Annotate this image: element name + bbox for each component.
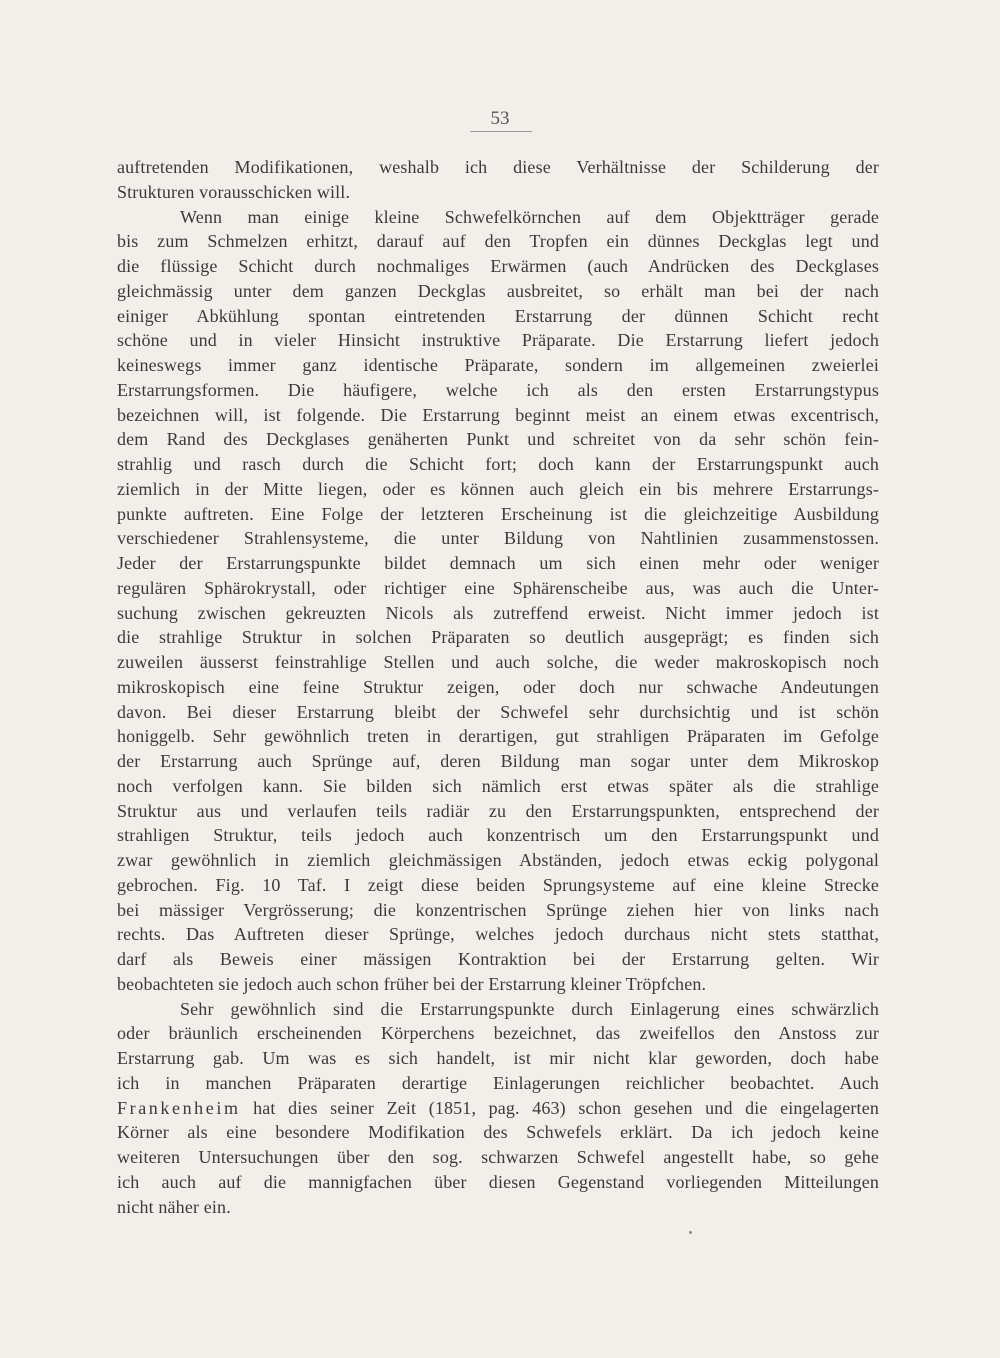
text-line: dem Rand des Deckglases genäherten Punkt und schreitet von da sehr schön fein- [117,429,879,450]
text-line: Erstarrungsformen. Die häufigere, welche ich als den ersten Erstarrungstypus [117,379,879,400]
text-line: Erstarrung gab. Um was es sich handelt, ist mir nicht klar geworden, doch habe [117,1048,879,1068]
text-line: ich auch auf die mannigfachen über diesen Gegenstand vorliegenden Mitteilungen [117,1171,879,1192]
print-speck [689,1231,692,1234]
text-line: zuweilen äusserst feinstrahlige Stellen und auch solche, die weder makroskopisch noch [117,652,879,672]
text-line: Körner als eine besondere Modifikation des Schwefels erklärt. Da ich jedoch keine [117,1122,879,1143]
text-line: Struktur aus und verlaufen teils radiär zu den Erstarrungspunkten, entsprechend der [117,800,879,821]
text-line: oder bräunlich erscheinenden Körperchens bezeichnet, das zweifellos den Anstoss zur [117,1023,879,1044]
text-line: strahligen Struktur, teils jedoch auch konzentrisch um den Erstarrungspunkt und [117,825,879,846]
text-line [117,1096,879,1121]
body-text [117,155,879,1219]
text-line: mikroskopisch eine feine Struktur zeigen, oder doch nur schwache Andeutungen [117,676,879,697]
text-line: Wenn man einige kleine Schwefelkörnchen auf dem Objektträger gerade [180,206,879,227]
text-line: rechts. Das Auftreten dieser Sprünge, welches jedoch durchaus nicht stets statthat, [117,924,879,945]
text-line: weiteren Untersuchungen über den sog. schwarzen Schwefel angestellt habe, so gehe [117,1147,879,1167]
page-number-rule [470,131,532,132]
text-line: punkte auftreten. Eine Folge der letzteren Erscheinung ist die gleichzeitige Ausbildung [117,503,879,524]
text-line: bei mässiger Vergrösserung; die konzentrischen Sprünge ziehen hier von links nach [117,899,879,920]
text-line: einiger Abkühlung spontan eintretenden Erstarrung der dünnen Schicht recht [117,305,879,326]
text-line: suchung zwischen gekreuzten Nicols als zutreffend erweist. Nicht immer jedoch ist [117,602,879,623]
text-line: schöne und in vieler Hinsicht instruktive Präparate. Die Erstarrung liefert jedoch [117,330,879,351]
text-line: Jeder der Erstarrungspunkte bildet demnach um sich einen mehr oder weniger [117,553,879,573]
text-line: beobachteten sie jedoch auch schon früher bei der Erstarrung kleiner Tröpfchen. [117,973,707,994]
text-line: die strahlige Struktur in solchen Präparaten so deutlich ausgeprägt; es finden sich [117,627,879,648]
text-line: noch verfolgen kann. Sie bilden sich nämlich erst etwas später als die strahlige [117,775,879,796]
text-line: ich in manchen Präparaten derartige Einlagerungen reichlicher beobachtet. Auch [117,1072,879,1093]
text-line-rest: hat dies seiner Zeit (1851, pag. 463) schon gesehen und die eingelagerten [240,1097,879,1118]
text-line: auftretenden Modifikationen, weshalb ich diese Verhältnisse der Schilderung der [117,157,879,177]
text-line: verschiedener Strahlensysteme, die unter Bildung von Nahtlinien zusammenstossen. [117,528,879,549]
text-line: honiggelb. Sehr gewöhnlich treten in derartigen, gut strahligen Präparaten im Gefolge [117,726,879,747]
text-line: davon. Bei dieser Erstarrung bleibt der Schwefel sehr durchsichtig und ist schön [117,701,879,722]
text-line: die flüssige Schicht durch nochmaliges Erwärmen (auch Andrücken des Deckglases [117,256,879,276]
text-line: strahlig und rasch durch die Schicht fort; doch kann der Erstarrungspunkt auch [117,454,879,474]
text-line: ziemlich in der Mitte liegen, oder es können auch gleich ein bis mehrere Erstarrungs- [117,478,879,499]
text-line: Sehr gewöhnlich sind die Erstarrungspunkte durch Einlagerung eines schwärzlich [180,998,879,1019]
text-line: darf als Beweis einer mässigen Kontraktion bei der Erstarrung gelten. Wir [117,949,879,969]
text-line: nicht näher ein. [117,1196,231,1217]
text-line: bis zum Schmelzen erhitzt, darauf auf den Tropfen ein dünnes Deckglas legt und [117,231,879,252]
text-line: keineswegs immer ganz identische Präparate, sondern im allgemeinen zweierlei [117,355,879,375]
text-line: gleichmässig unter dem ganzen Deckglas ausbreitet, so erhält man bei der nach [117,280,879,301]
text-line: zwar gewöhnlich in ziemlich gleichmässigen Abständen, jedoch etwas eckig polygonal [117,850,879,870]
author-name: Frankenheim [117,1097,241,1118]
text-line: der Erstarrung auch Sprünge auf, deren Bildung man sogar unter dem Mikroskop [117,751,879,771]
text-line: gebrochen. Fig. 10 Taf. I zeigt diese beiden Sprungsysteme auf eine kleine Strecke [117,874,879,895]
text-line: Strukturen vorausschicken will. [117,181,351,202]
text-line: bezeichnen will, ist folgende. Die Erstarrung beginnt meist an einem etwas excentrisch, [117,404,879,425]
text-line: regulären Sphärokrystall, oder richtiger eine Sphärenscheibe aus, was auch die Unter- [117,577,879,598]
page-number: 53 [490,108,510,129]
